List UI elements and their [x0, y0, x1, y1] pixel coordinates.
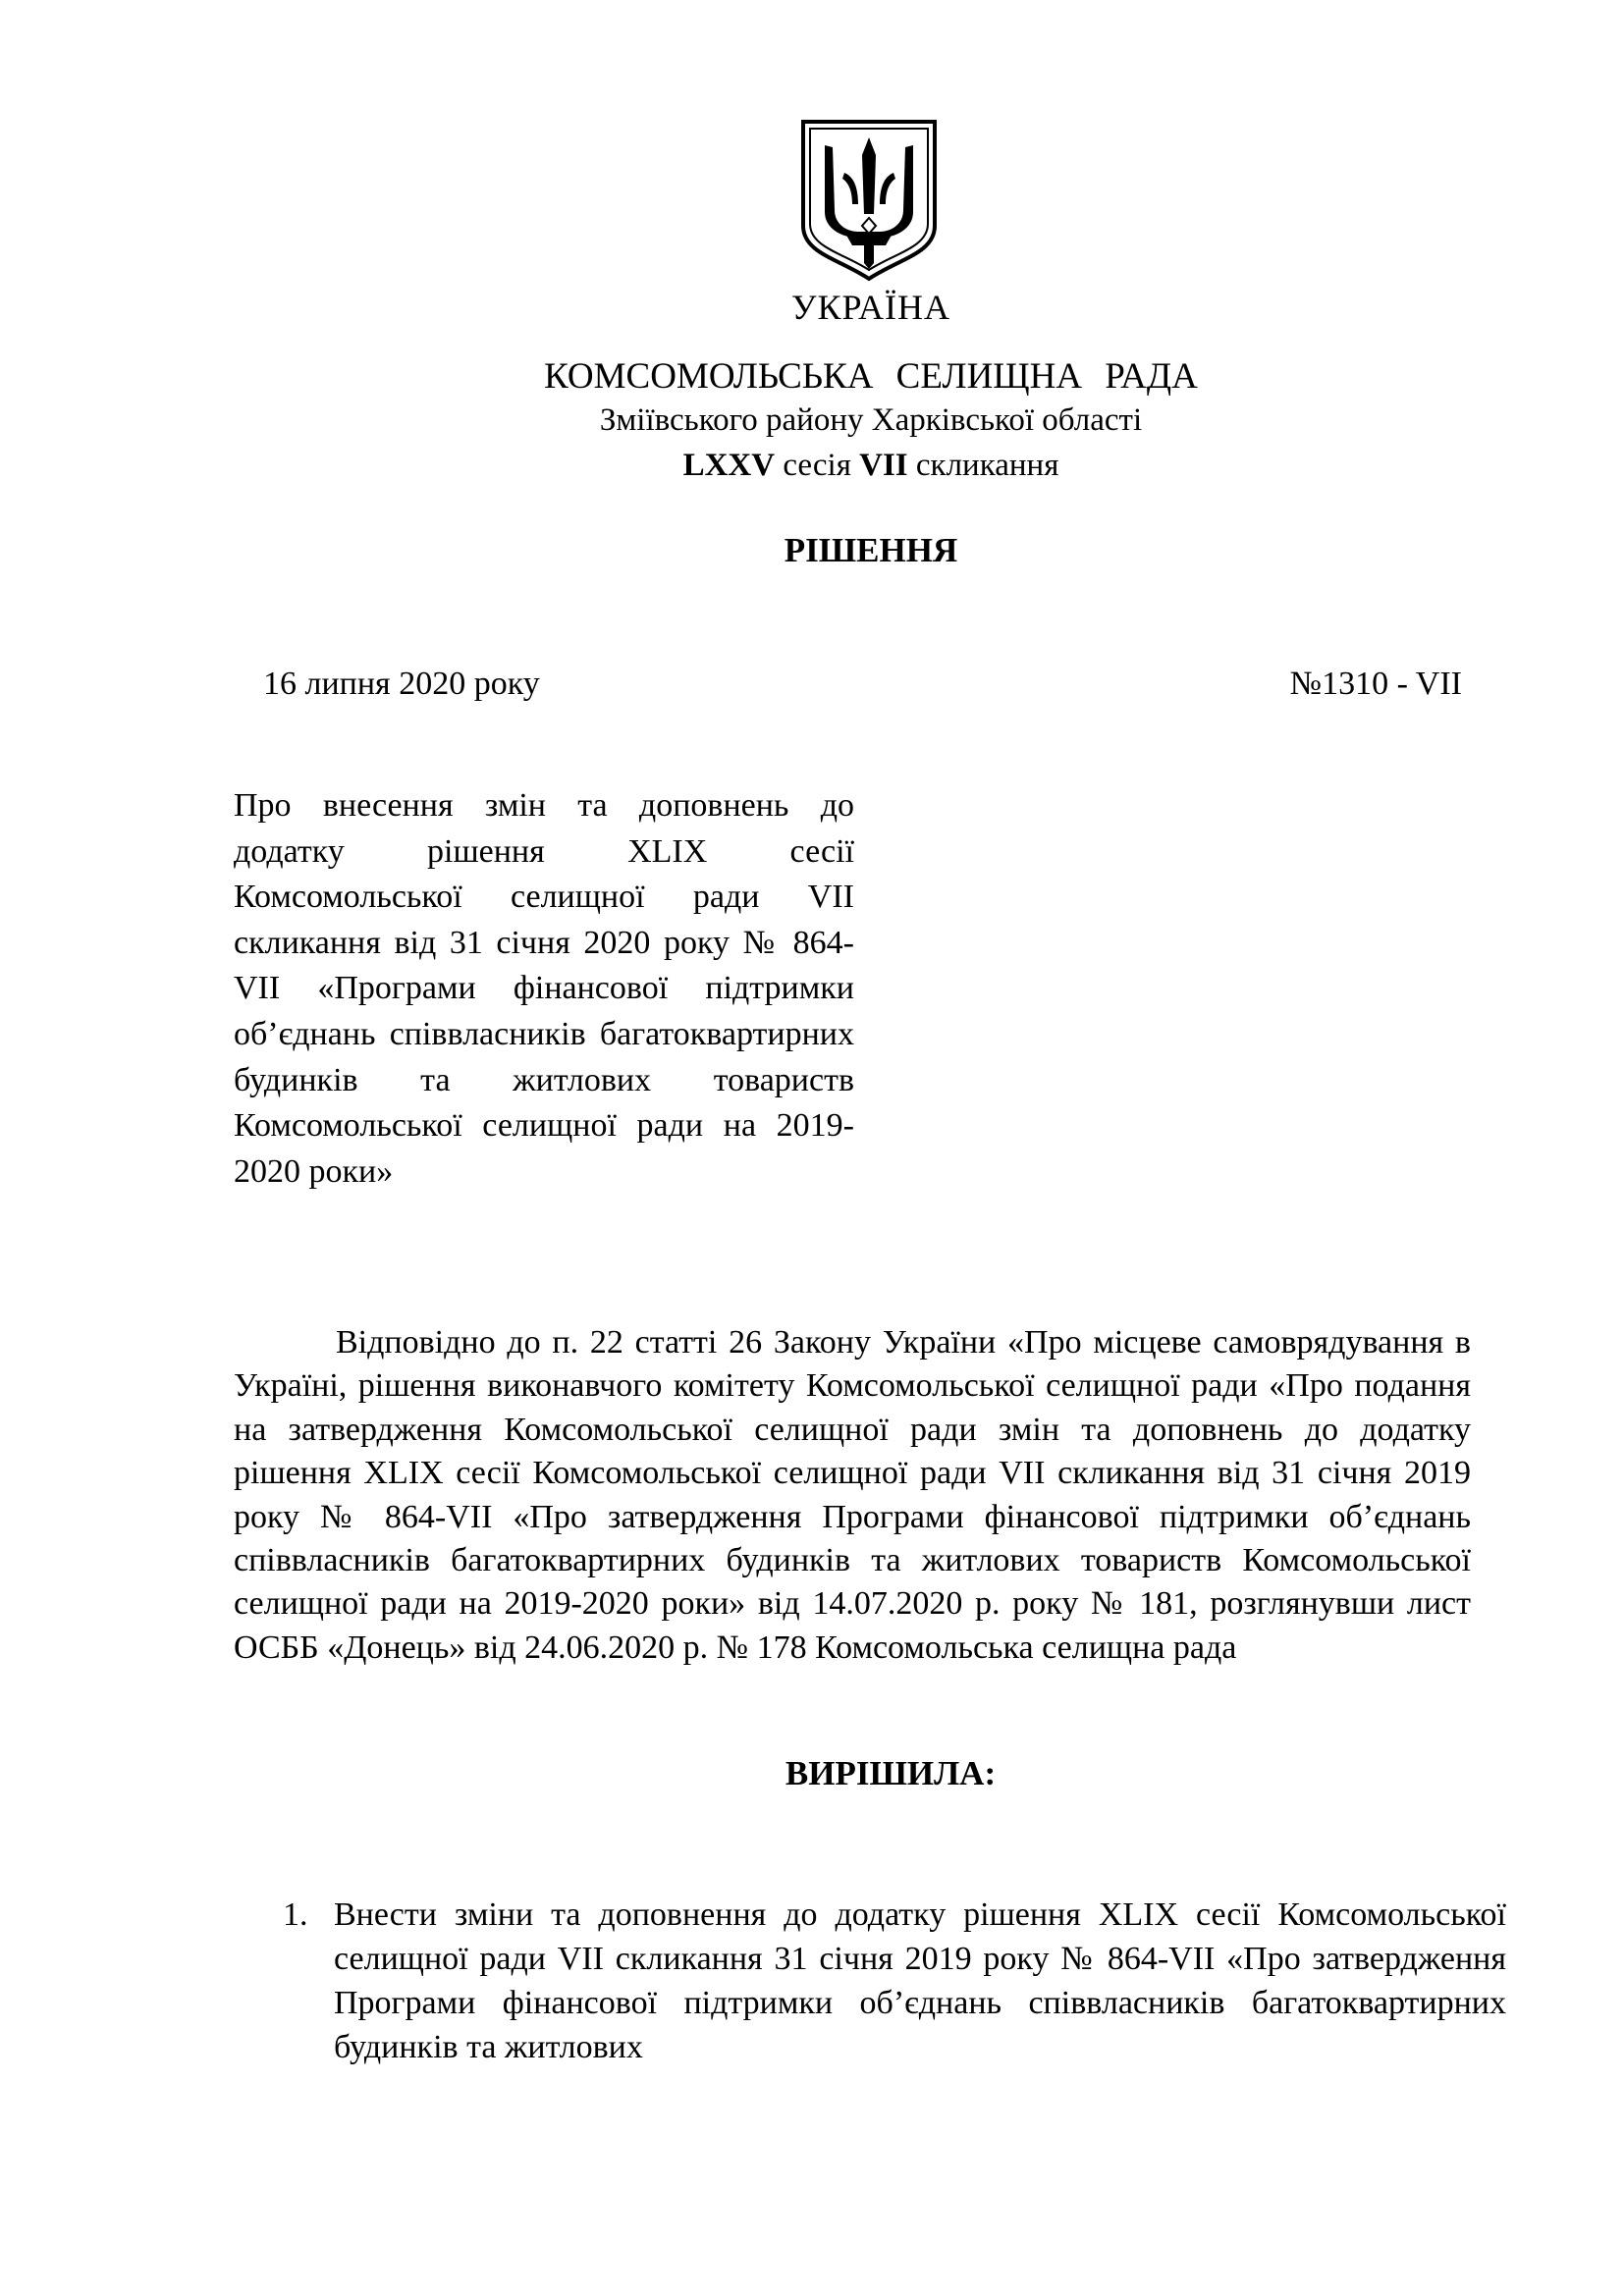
coat-of-arms-icon [795, 116, 943, 283]
document-type-title: РІШЕННЯ [784, 531, 958, 569]
list-item-number: 1. [283, 1896, 308, 1933]
council-heading: КОМСОМОЛЬСЬКА СЕЛИЩНА РАДА [544, 356, 1198, 397]
decision-date: 16 липня 2020 року [263, 666, 540, 702]
session-roman: LXXV [682, 448, 776, 483]
district-line: Зміївського району Харківської області [599, 402, 1143, 438]
session-word: сесія [783, 448, 851, 483]
decision-subject: Про внесення змін та доповнень до додатку рішення XLIX сесії Комсомольської селищної ради VII скликання від 31 січня 2020 року № 864-VII «Програми фінансової підтримки об’єднань співвласників багатоквартирних будинків та житлових товариств Комсомольської селищної ради на 2019-2020 роки» [234, 787, 854, 1190]
list-item-text: Внести зміни та доповнення до додатку рішення XLIX сесії Комсомольської селищної ради VII скликання 31 січня 2019 року № 864-VII «Про затвердження Програми фінансової підтримки об’єднань співвласників багатоквартирних будинків та житлових [334, 1896, 1506, 2065]
convocation-word: скликання [915, 448, 1059, 483]
country-heading: УКРАЇНА [791, 288, 950, 327]
convocation-roman: VII [859, 448, 908, 483]
decision-number: №1310 - VII [1289, 666, 1462, 702]
preamble-paragraph: Відповідно до п. 22 статті 26 Закону України «Про місцеве самоврядування в Україні, рішення виконавчого комітету Комсомольської селищної ради «Про подання на затвердження Комсомольської селищної ради змін та доповнень до додатку рішення XLIX сесії Комсомольської селищної ради VII скликання від 31 січня 2019 року № 864-VII «Про затвердження Програми фінансової підтримки об’єднань співвласників багатоквартирних будинків та житлових товариств Комсомольської селищної ради на 2019-2020 роки» від 14.07.2020 р. року № 181, розглянувши лист ОСББ «Донець» від 24.06.2020 р. № 178 Комсомольська селищна рада [234, 1324, 1471, 1666]
resolved-heading: ВИРІШИЛА: [785, 1754, 997, 1792]
session-line [59, 448, 1624, 484]
